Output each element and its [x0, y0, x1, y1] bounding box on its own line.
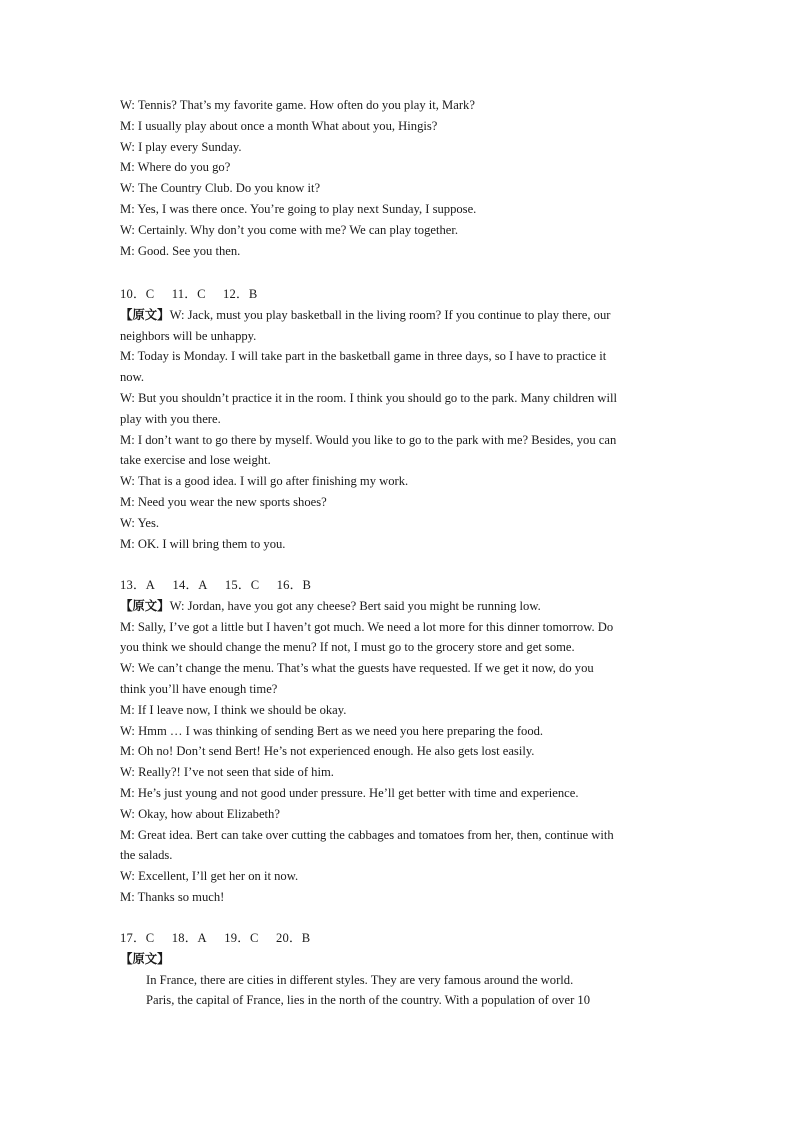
answer-item: 11．C [171, 287, 206, 301]
dialogue-line: M: Oh no! Don’t send Bert! He’s not experienced enough. He also gets lost easily. [120, 744, 535, 759]
dialogue-line: you think we should change the menu? If not, I must go to the grocery store and get some. [120, 640, 575, 655]
dialogue-section-2 [120, 284, 680, 554]
answer-item: 17．C [120, 931, 155, 945]
dialogue-line: play with you there. [120, 411, 221, 426]
answer-item: 10．C [120, 287, 155, 301]
dialogue-line: take exercise and lose weight. [120, 453, 271, 468]
dialogue-line: neighbors will be unhappy. [120, 328, 257, 343]
transcript-tag: 【原文】 [120, 597, 170, 613]
answer-item: 16．B [276, 578, 312, 592]
dialogue-section-1 [120, 95, 680, 261]
dialogue-line: W: Hmm … I was thinking of sending Bert as we need you here preparing the food. [120, 723, 544, 738]
dialogue-line: M: Need you wear the new sports shoes? [120, 494, 327, 509]
dialogue-line: now. [120, 370, 145, 385]
transcript-tag: 【原文】 [120, 306, 170, 322]
dialogue-line: W: I play every Sunday. [120, 139, 242, 154]
dialogue-line: W: The Country Club. Do you know it? [120, 181, 321, 196]
answer-key [120, 575, 680, 596]
dialogue-line: M: I usually play about once a month What about you, Hingis? [120, 118, 438, 133]
dialogue-line: M: Good. See you then. [120, 243, 241, 258]
answer-item: 18．A [171, 931, 207, 945]
answer-item: 13．A [120, 578, 156, 592]
passage-line: In France, there are cities in different styles. They are very famous around the world. [146, 972, 574, 987]
dialogue-line: M: I don’t want to go there by myself. Would you like to go to the park with me? Besides, you can [120, 432, 617, 447]
dialogue-line: think you’ll have enough time? [120, 681, 278, 696]
dialogue-line: M: Thanks so much! [120, 889, 225, 904]
dialogue-line: W: Jordan, have you got any cheese? Bert said you might be running low. [169, 598, 541, 613]
dialogue-line: M: Today is Monday. I will take part in the basketball game in three days, so I have to practice it [120, 349, 607, 364]
dialogue-line: the salads. [120, 848, 173, 863]
passage-line: Paris, the capital of France, lies in the north of the country. With a population of over 10 [146, 993, 591, 1008]
dialogue-line: M: Great idea. Bert can take over cutting the cabbages and tomatoes from her, then, continue with [120, 827, 614, 842]
dialogue-line: W: We can’t change the menu. That’s what the guests have requested. If we get it now, do you [120, 661, 594, 676]
dialogue-line: W: Really?! I’ve not seen that side of him. [120, 765, 334, 780]
answer-item: 19．C [224, 931, 259, 945]
dialogue-section-3 [120, 575, 680, 908]
answer-item: 12．B [223, 287, 258, 301]
dialogue-line: W: That is a good idea. I will go after finishing my work. [120, 474, 409, 489]
answer-item: 20．B [275, 931, 311, 945]
dialogue-line: M: Where do you go? [120, 160, 231, 175]
answer-key [120, 284, 680, 305]
answer-key [120, 928, 680, 949]
answer-item: 15．C [224, 578, 260, 592]
dialogue-line: W: Excellent, I’ll get her on it now. [120, 869, 299, 884]
dialogue-line: M: OK. I will bring them to you. [120, 536, 286, 551]
dialogue-line: W: Tennis? That’s my favorite game. How often do you play it, Mark? [120, 98, 475, 112]
dialogue-line: M: Yes, I was there once. You’re going to play next Sunday, I suppose. [120, 201, 477, 216]
answer-item: 14．A [172, 578, 208, 592]
dialogue-line: W: Okay, how about Elizabeth? [120, 806, 280, 821]
transcript-tag: 【原文】 [120, 950, 170, 966]
dialogue-line: M: Sally, I’ve got a little but I haven’t got much. We need a lot more for this dinner tomorrow. Do [120, 619, 614, 634]
dialogue-line: W: Yes. [120, 515, 160, 530]
passage-section-4 [120, 928, 680, 1011]
dialogue-line: W: But you shouldn’t practice it in the room. I think you should go to the park. Many children will [120, 390, 618, 405]
dialogue-line: M: If I leave now, I think we should be okay. [120, 702, 347, 717]
dialogue-line: W: Jack, must you play basketball in the living room? If you continue to play there, our [169, 307, 611, 322]
dialogue-line: M: He’s just young and not good under pressure. He’ll get better with time and experience. [120, 785, 579, 800]
dialogue-line: W: Certainly. Why don’t you come with me? We can play together. [120, 222, 458, 237]
